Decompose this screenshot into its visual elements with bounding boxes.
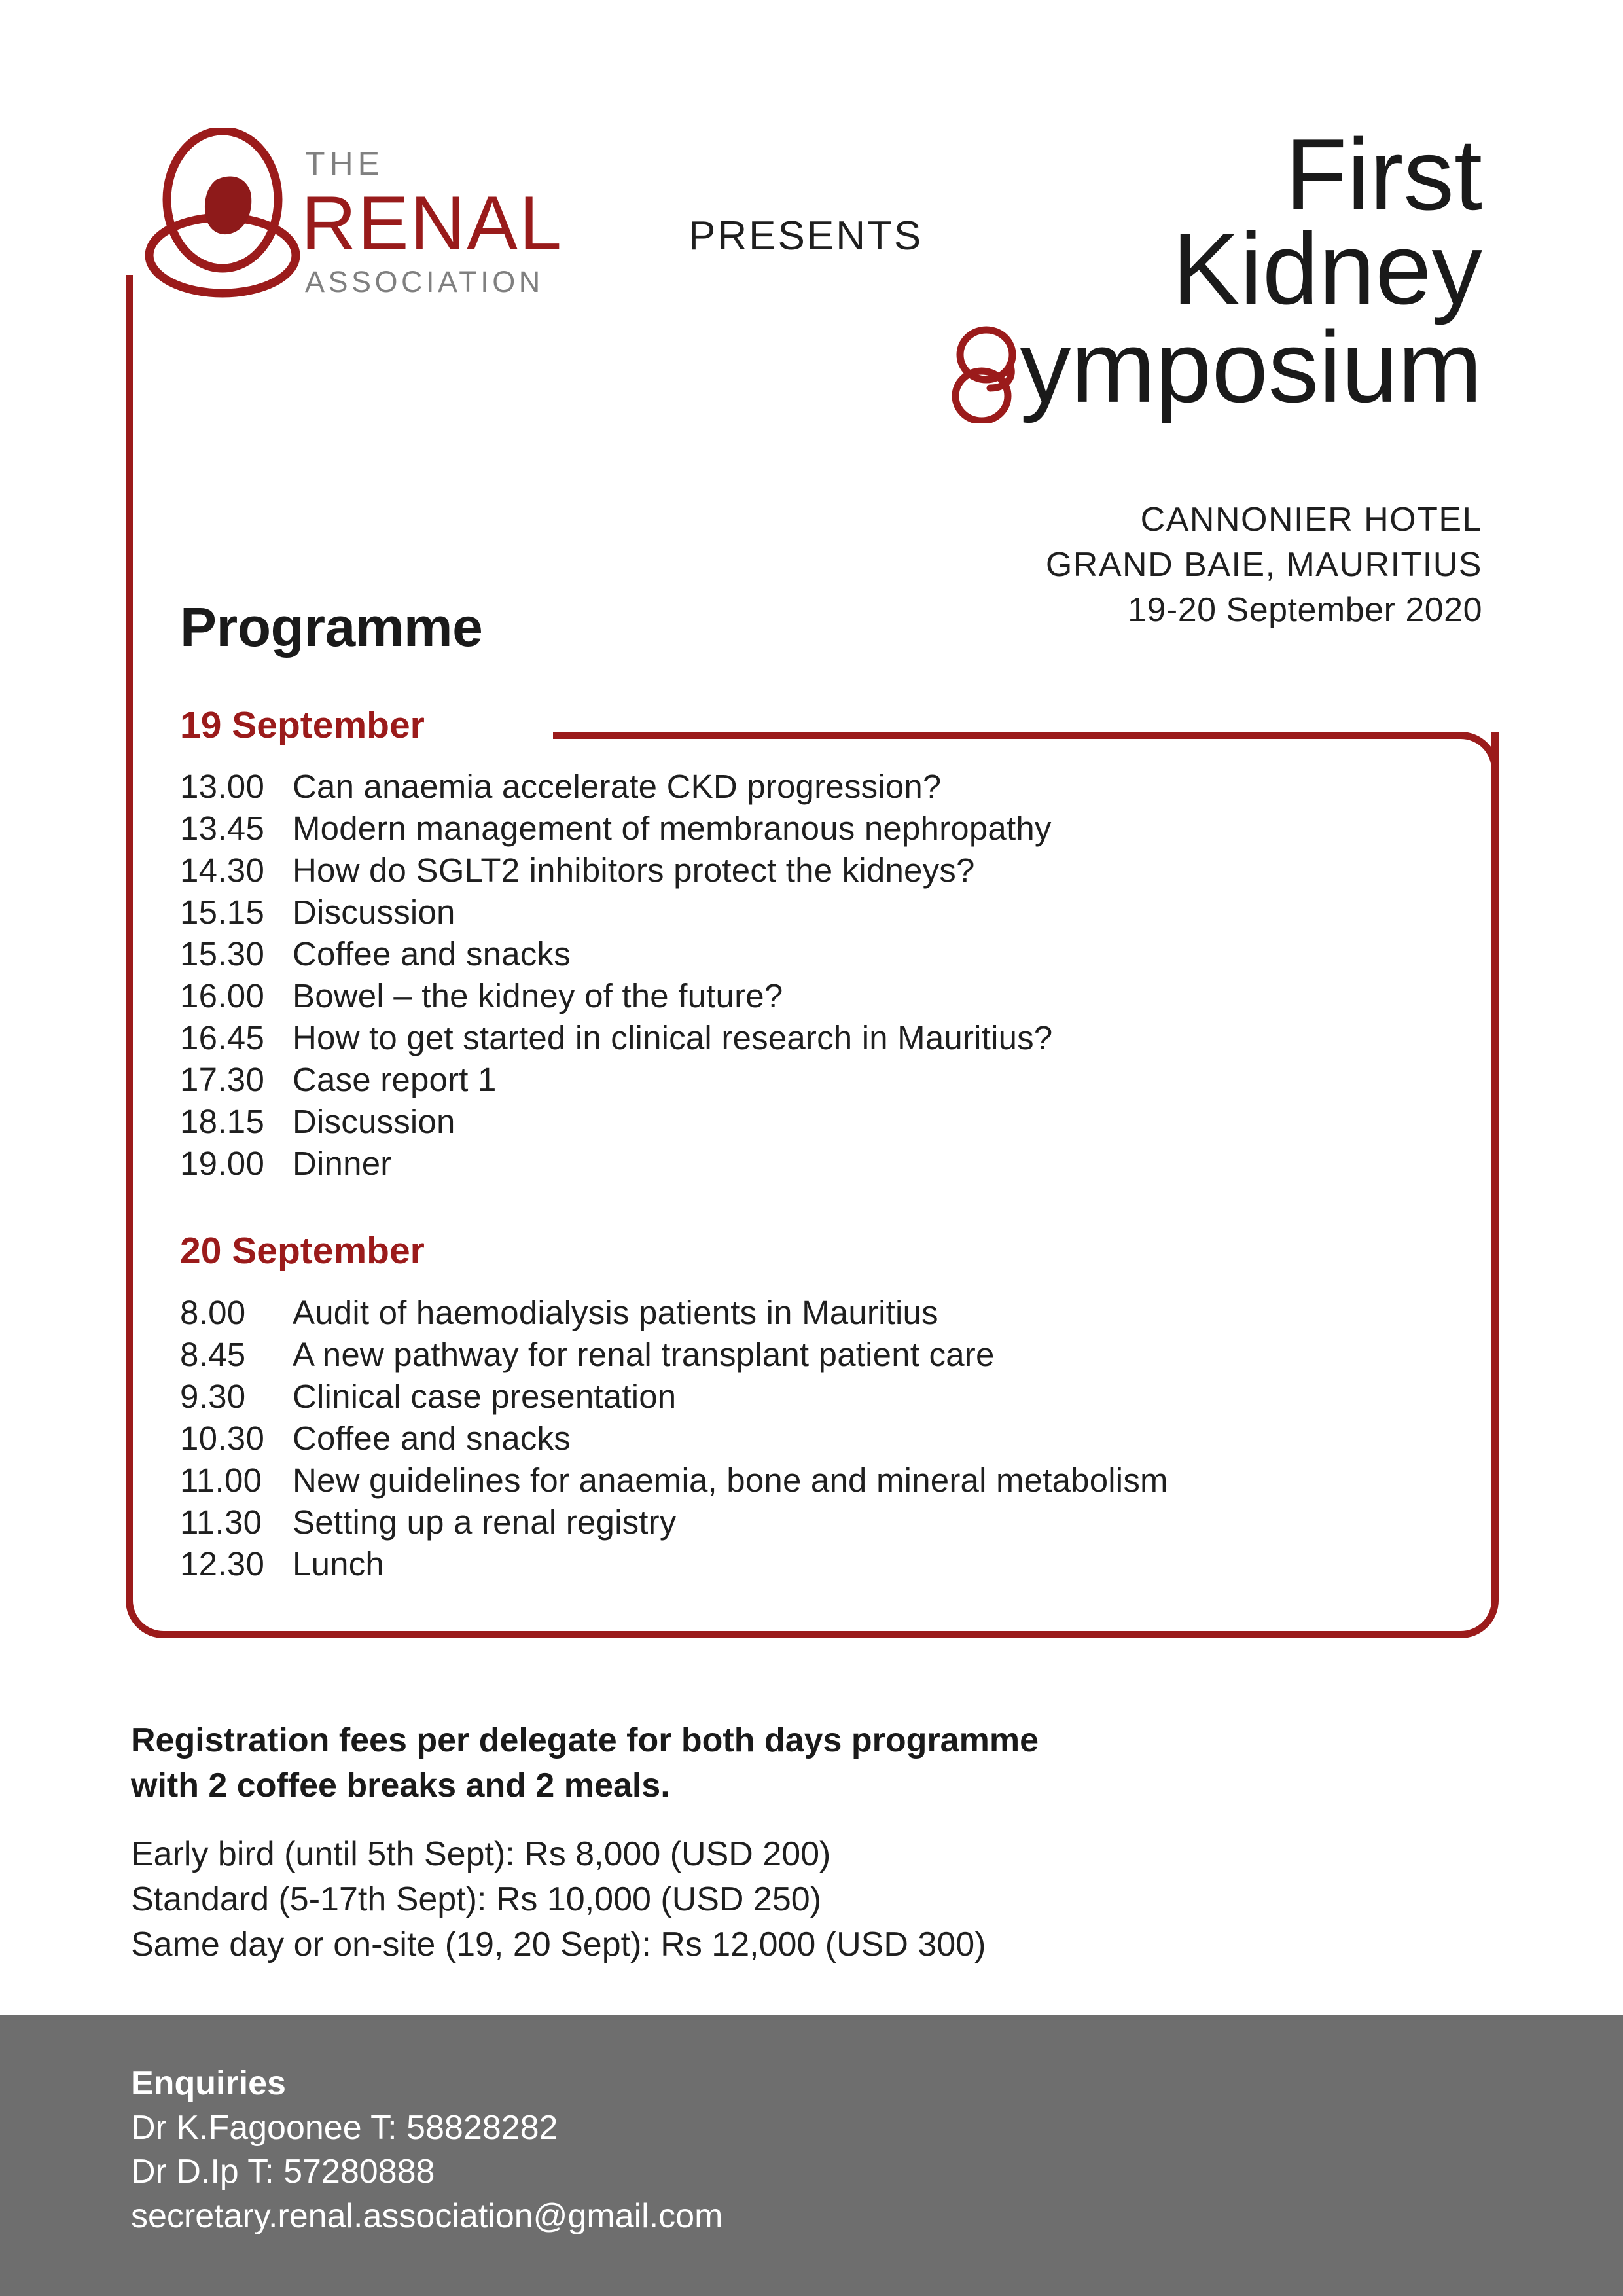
- session-time: 18.15: [180, 1103, 265, 1140]
- schedule-row: [180, 935, 1052, 977]
- session-title: Setting up a renal registry: [293, 1503, 677, 1541]
- session-time: 16.45: [180, 1019, 265, 1056]
- event-title: [947, 118, 1482, 424]
- session-title: Discussion: [293, 893, 455, 931]
- fee-tier: Early bird (until 5th Sept): Rs 8,000 (USD 200): [131, 1835, 831, 1874]
- title-line-3-wrapper: [947, 310, 1482, 424]
- title-line-3-text: ymposium: [1020, 310, 1482, 424]
- programme-heading: Programme: [180, 596, 483, 658]
- session-title: Coffee and snacks: [293, 935, 571, 973]
- schedule-row: [180, 1335, 1168, 1377]
- schedule-row: [180, 1293, 1168, 1335]
- session-title: New guidelines for anaemia, bone and mineral metabolism: [293, 1462, 1168, 1499]
- contact-phone: Dr D.Ip T: 57280888: [131, 2153, 435, 2191]
- schedule-row: [180, 1018, 1052, 1060]
- enquiries-lines: [131, 2106, 722, 2239]
- schedule-row: [180, 893, 1052, 935]
- day-heading-19-september: 19 September: [180, 704, 425, 746]
- session-title: Modern management of membranous nephropathy: [293, 810, 1052, 847]
- session-title: Bowel – the kidney of the future?: [293, 977, 783, 1014]
- session-time: 13.00: [180, 768, 265, 805]
- presents-label: PRESENTS: [688, 213, 923, 259]
- session-title: A new pathway for renal transplant patient care: [293, 1336, 995, 1373]
- session-time: 8.00: [180, 1294, 246, 1331]
- fee-tier: Same day or on-site (19, 20 Sept): Rs 12,000 (USD 300): [131, 1925, 986, 1964]
- session-title: Case report 1: [293, 1061, 497, 1098]
- contact-phone: Dr K.Fagoonee T: 58828282: [131, 2108, 558, 2147]
- session-title: How do SGLT2 inhibitors protect the kidneys?: [293, 852, 975, 889]
- schedule-row: [180, 1461, 1168, 1503]
- session-time: 17.30: [180, 1061, 265, 1098]
- session-time: 11.30: [180, 1503, 262, 1541]
- venue-details: [1046, 497, 1482, 633]
- schedule-row: [180, 1419, 1168, 1461]
- logo-line-renal: RENAL: [301, 180, 563, 266]
- session-time: 19.00: [180, 1145, 265, 1182]
- footer-band: [0, 2015, 1623, 2296]
- session-time: 8.45: [180, 1336, 246, 1373]
- venue-hotel: CANNONIER HOTEL: [1140, 501, 1482, 539]
- schedule-row: [180, 1545, 1168, 1587]
- kidney-loop-icon: [124, 128, 321, 304]
- session-time: 12.30: [180, 1545, 265, 1583]
- kidney-s-icon: [947, 325, 1024, 423]
- fee-tier: Standard (5-17th Sept): Rs 10,000 (USD 250): [131, 1880, 822, 1918]
- venue-city: GRAND BAIE, MAURITIUS: [1045, 546, 1482, 584]
- schedule-row: [180, 977, 1052, 1018]
- session-title: Discussion: [293, 1103, 455, 1140]
- session-title: Dinner: [293, 1145, 392, 1182]
- contact-email[interactable]: secretary.renal.association@gmail.com: [131, 2197, 723, 2235]
- logo-line-association: ASSOCIATION: [305, 265, 544, 299]
- renal-association-logo: [124, 128, 622, 324]
- schedule-list-day2: [180, 1293, 1168, 1587]
- session-time: 15.15: [180, 893, 265, 931]
- fees-tier-list: [131, 1832, 1505, 1967]
- logo-wordmark: [301, 145, 609, 299]
- session-title: Clinical case presentation: [293, 1378, 677, 1415]
- session-time: 15.30: [180, 935, 265, 973]
- session-title: Lunch: [293, 1545, 384, 1583]
- event-dates: 19-20 September 2020: [1128, 591, 1482, 630]
- session-title: How to get started in clinical research in Mauritius?: [293, 1019, 1053, 1056]
- title-line-2: Kidney: [1172, 212, 1482, 326]
- schedule-row: [180, 851, 1052, 893]
- registration-fees: [131, 1718, 1505, 1967]
- session-time: 13.45: [180, 810, 265, 847]
- session-time: 14.30: [180, 852, 265, 889]
- session-title: Audit of haemodialysis patients in Mauritius: [293, 1294, 938, 1331]
- session-title: Coffee and snacks: [293, 1420, 571, 1457]
- schedule-row: [180, 767, 1052, 809]
- session-time: 11.00: [180, 1462, 262, 1499]
- schedule-row: [180, 1377, 1168, 1419]
- schedule-row: [180, 1060, 1052, 1102]
- session-time: 10.30: [180, 1420, 265, 1457]
- logo-line-the: THE: [305, 145, 384, 182]
- schedule-row: [180, 1144, 1052, 1186]
- session-time: 16.00: [180, 977, 265, 1014]
- schedule-row: [180, 1102, 1052, 1144]
- fees-headline-line-1: Registration fees per delegate for both days programme: [131, 1721, 1039, 1759]
- session-time: 9.30: [180, 1378, 246, 1415]
- title-line-1: First: [1285, 118, 1482, 231]
- logo-stem-line: [126, 275, 133, 733]
- fees-headline-line-2: with 2 coffee breaks and 2 meals.: [131, 1767, 670, 1805]
- schedule-row: [180, 1503, 1168, 1545]
- schedule-row: [180, 809, 1052, 851]
- schedule-list-day1: [180, 767, 1052, 1186]
- enquiries-title: Enquiries: [131, 2064, 286, 2102]
- enquiries-block: [131, 2062, 722, 2238]
- day-heading-20-september: 20 September: [180, 1230, 425, 1272]
- session-title: Can anaemia accelerate CKD progression?: [293, 768, 942, 805]
